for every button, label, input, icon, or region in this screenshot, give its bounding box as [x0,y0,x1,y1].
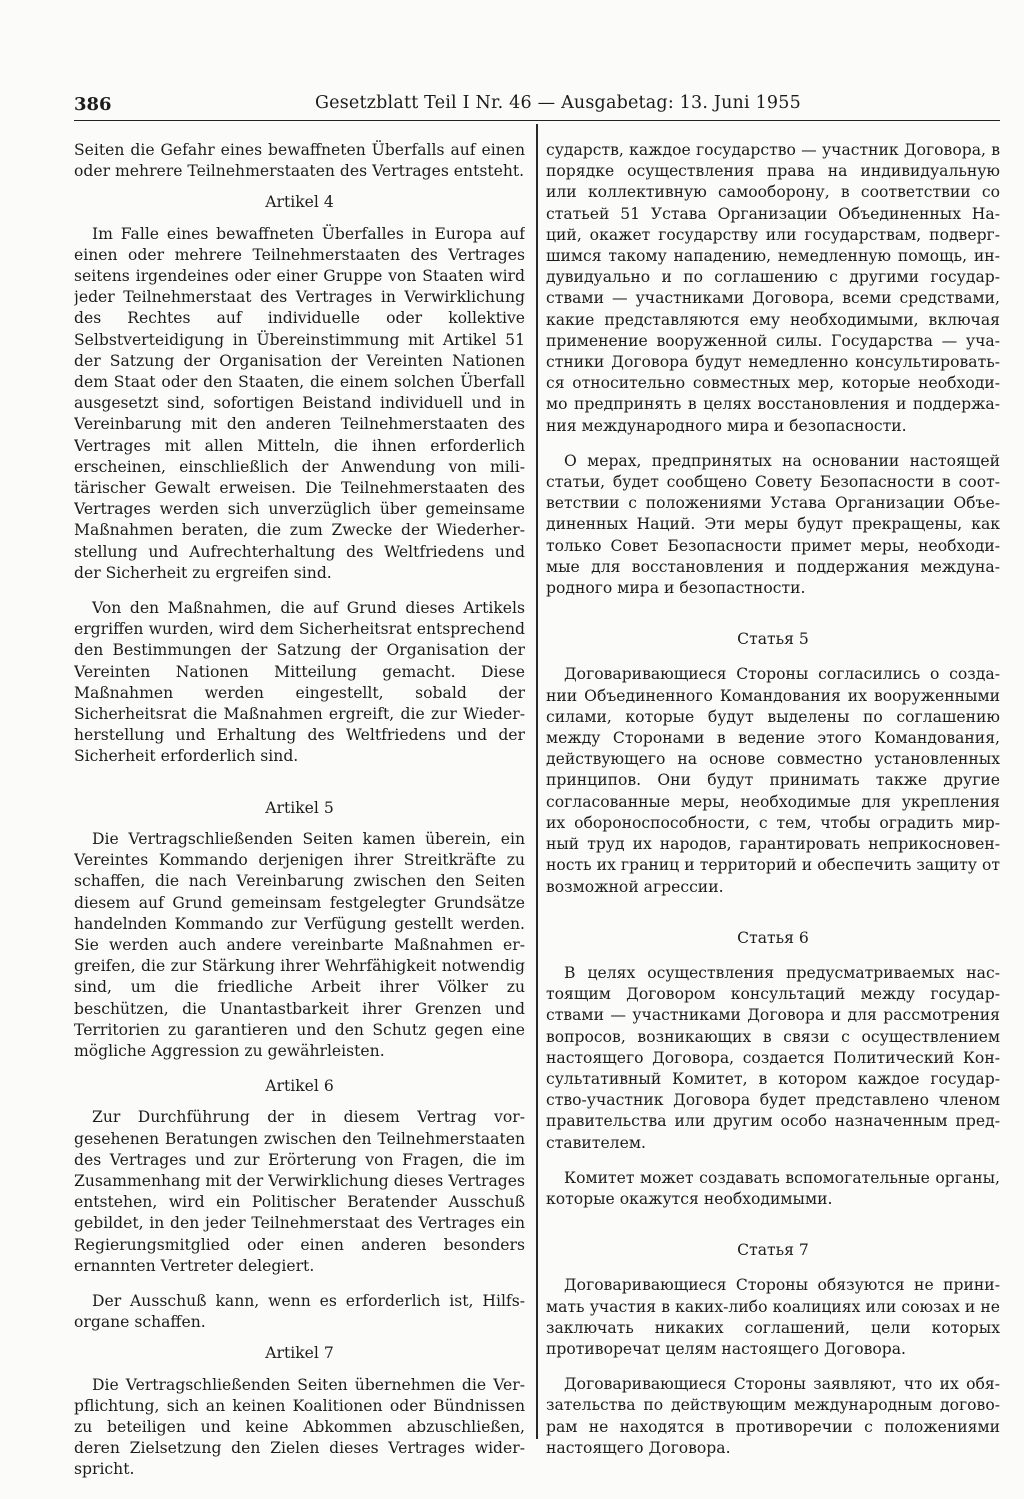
left-column-german [74,140,525,1481]
article-5-heading: Статья 5 [737,630,809,649]
article-7-heading: Статья 7 [737,1241,809,1260]
article-7-paragraph-1: Договаривающиеся Стороны обязуются не принимать участия в каких-либо коалициях или союзах и не заключать никаких соглашений, цели которых противоречат целям настоящего Договора. [546,1276,1000,1358]
article-5-paragraph-1: Договаривающиеся Стороны согласились о создании Объединенного Командования их вооруженными силами, которые будут выделены по соглашению между Сторонами в ведение этого Командования, действующего на основе совместно установленных принципов. Они будут принимать также другие согласованные меры, необходимые для укрепления их обороноспособности, с тем, чтобы оградить мирный труд их народов, гарантировать неприкосновенность их границ и территорий и обеспечить защиту от возможной агрессии. [546,665,1000,896]
paragraph-continuation: Seiten die Gefahr eines bewaffneten Überfalls auf einen oder mehrere Teilnehmerstaaten des Vertrages entsteht. [74,141,525,181]
paragraph-2: О мерах, предпринятых на основании настоящей статьи, будет сообщено Совету Безопасности в соответствии с положениями Устава Организации Объединенных Наций. Эти меры будут прекращены, как только Совет Безопасности примет меры, необходимые для восстановления и поддержания международного мира и безопастности. [546,451,1000,598]
article-5-heading: Artikel 5 [265,798,334,817]
article-6-heading: Artikel 6 [265,1077,334,1096]
article-6-paragraph-1: Zur Durchführung der in diesem Vertrag vorgesehenen Beratungen zwischen den Teilnehmerstaaten des Vertrages und zur Erörterung von Fragen, die im Zusammenhang mit der Verwirklichung dieses Vertrages entstehen, wird ein Politischer Beratender Ausschuß gebildet, in den jeder Teilnehmerstaat des Vertrages ein Regierungsmitglied oder einen anderen besonders ernannten Vertreter delegiert. [74,1108,525,1275]
column-divider [536,124,538,1439]
right-column-russian [546,140,1000,1459]
article-4-paragraph-2: Von den Maßnahmen, die auf Grund dieses Artikels ergriffen wurden, wird dem Sicherheitsrat entsprechend den Bestimmungen der Satzung der Organisation der Vereinten Nationen Mitteilung gemacht. Diese Maßnahmen werden eingestellt, sobald der Sicherheitsrat die Maßnahmen ergreift, die zur Wiederherstellung und Erhaltung des Weltfriedens und der Sicherheit erforderlich sind. [74,599,525,766]
article-6-paragraph-1: В целях осуществления предусматриваемых настоящим Договором консультаций между государствами — участниками Договора и для рассмотрения вопросов, возникающих в связи с осуществлением настоящего Договора, создается Политический Консультативный Комитет, в котором каждое государство-участник Договора будет представлено членом правительства или другим особо назначенным представителем. [546,963,1000,1152]
article-7-paragraph-2: Договаривающиеся Стороны заявляют, что их обязательства по действующим международным договорам не находятся в противоречии с положениями настоящего Договора. [546,1375,1000,1457]
article-6-paragraph-2: Der Ausschuß kann, wenn es erforderlich ist, Hilfsorgane schaffen. [74,1291,525,1332]
article-6-paragraph-2: Комитет может создавать вспомогательные органы, которые окажутся необходимыми. [546,1168,1000,1208]
page-number: 386 [74,94,112,115]
article-7-paragraph-1: Die Vertragschließenden Seiten übernehmen die Verpflichtung, sich an keinen Koalitionen oder Bündnissen zu beteiligen und keine Abkommen abzuschließen, deren Zielsetzung den Zielen dieses Vertrages widerspricht. [74,1375,525,1479]
article-4-paragraph-1: Im Falle eines bewaffneten Überfalles in Europa auf einen oder mehrere Teilnehmerstaaten des Vertrages seitens irgendeines oder einer Gruppe von Staaten wird jeder Teilnehmerstaat des Vertrages in Verwirklichung des Rechtes auf individuelle oder kollektive Selbstverteidigung in Übereinstimmung mit Artikel 51 der Satzung der Organisation der Vereinten Nationen dem Staat oder den Staaten, die einem solchen Überfall ausgesetzt sind, sofortigen Beistand individuell und in Vereinbarung mit den anderen Teilnehmerstaaten des Vertrages mit allen Mitteln, die ihnen erforderlich erscheinen, einschließlich der Anwendung von militärischer Gewalt erweisen. Die Teilnehmerstaaten des Vertrages werden sich unverzüglich über gemeinsame Maßnahmen beraten, die zum Zwecke der Wiederherstellung und Aufrechterhaltung des Weltfriedens und der Sicherheit zu ergreifen sind. [74,224,525,582]
running-title: Gesetzblatt Teil I Nr. 46 — Ausgabetag: 13. Juni 1955 [315,93,801,113]
article-7-heading: Artikel 7 [265,1344,334,1363]
paragraph-continuation: сударств, каждое государство — участник Договора, в порядке осуществления права на индивидуальную или коллективную самооборону, в соответствии со статьей 51 Устава Организации Объединенных Наций, окажет государству или государствам, подвергшимся такому нападению, немедленную помощь, индувидуально и по соглашению с другими государствами — участниками Договора, всеми средствами, какие представляются ему необходимыми, включая применение вооруженной силы. Государства — участники Договора будут немедленно консультироваться относительно совместных мер, которые необходимо предпринять в целях восстановления и поддержания международного мира и безопасности. [546,141,1000,435]
page-header [74,92,1000,121]
article-6-heading: Статья 6 [737,928,809,947]
article-4-heading: Artikel 4 [265,193,334,212]
article-5-paragraph-1: Die Vertragschließenden Seiten kamen überein, ein Vereintes Kommando derjenigen ihrer Streitkräfte zu schaffen, die nach Vereinbarung zwischen den Seiten diesem auf Grund gemeinsam festgelegter Grundsätze handelnden Kommando zur Verfügung gestellt werden. Sie werden auch andere vereinbarte Maßnahmen ergreifen, die zur Stärkung ihrer Wehrfähigkeit notwendig sind, um die friedliche Arbeit ihrer Völker zu beschützen, die Unantastbarkeit ihrer Grenzen und Territorien zu garantieren und den Schutz gegen eine mögliche Aggression zu gewährleisten. [74,829,525,1060]
